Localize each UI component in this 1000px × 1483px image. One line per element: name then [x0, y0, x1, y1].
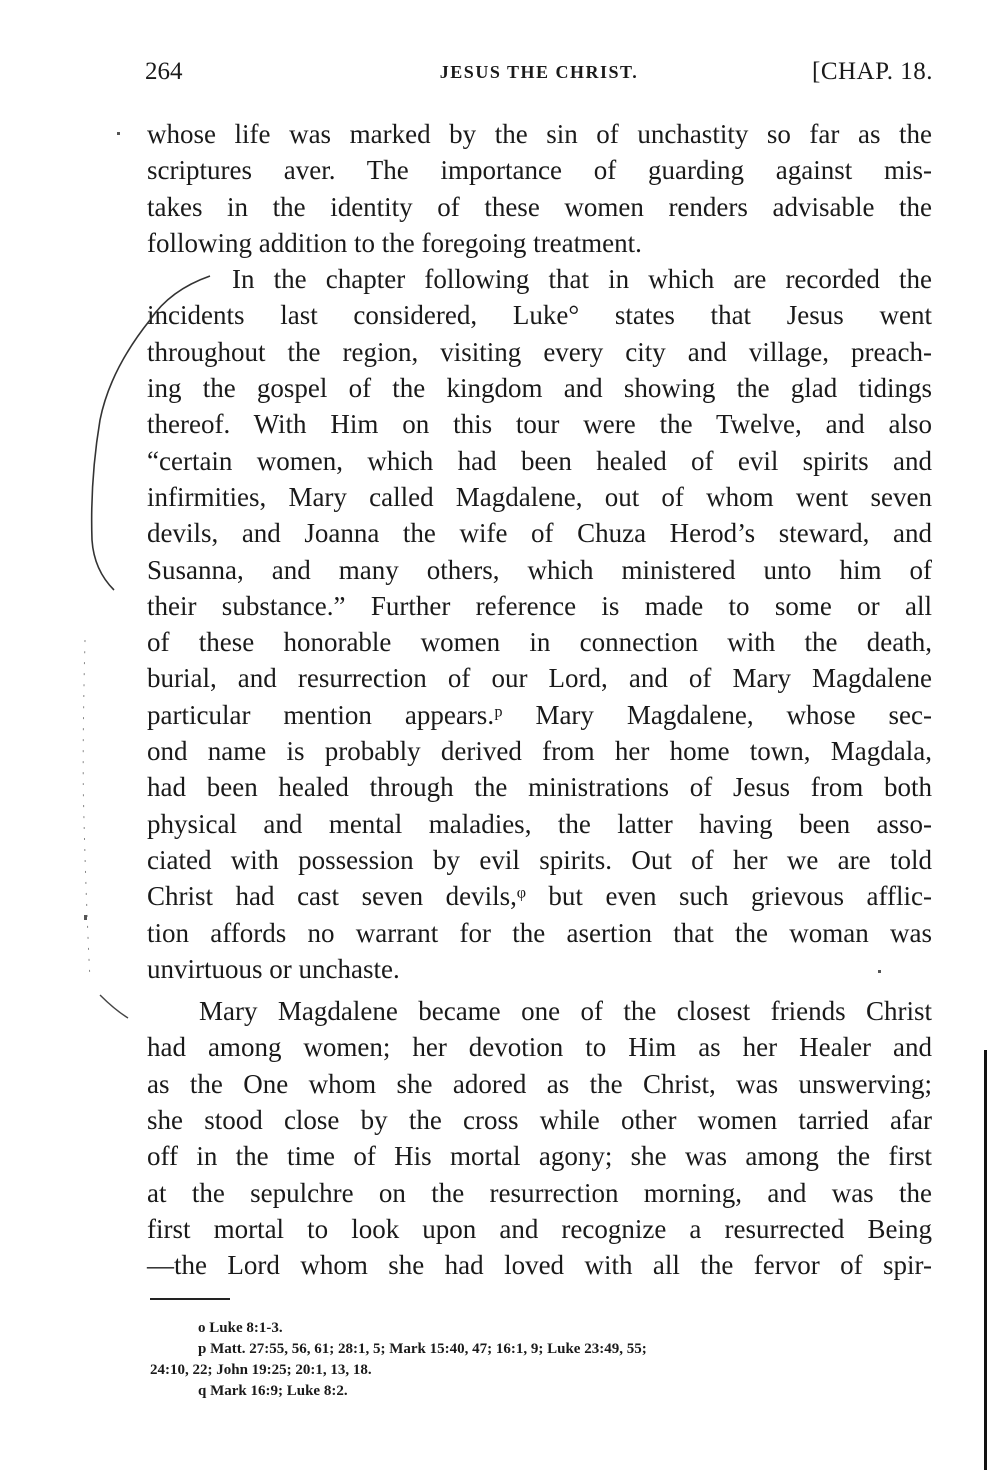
text-line: had been healed through the ministrations of Jesus from both: [147, 772, 932, 803]
text-line: takes in the identity of these women renders advisable the: [147, 191, 932, 222]
footnote-p-cont: 24:10, 22; John 19:25; 20:1, 13, 18.: [150, 1362, 372, 1378]
paragraph-start: Mary Magdalene became one of the closest friends Christ: [199, 996, 932, 1027]
running-header: [145, 52, 933, 92]
footnote-rule: [150, 1298, 230, 1300]
chapter-label: [CHAP. 18.: [812, 58, 933, 85]
text-line: their substance.” Further reference is made to some or all: [147, 590, 932, 621]
text-line: “certain women, which had been healed of evil spirits and: [147, 445, 932, 476]
text-line: tion affords no warrant for the asertion that the woman was: [147, 917, 932, 948]
page-number: 264: [145, 58, 183, 85]
text-line: ond name is probably derived from her home town, Magdala,: [147, 736, 932, 767]
text-line: burial, and resurrection of our Lord, and of Mary Magdalene: [147, 663, 932, 694]
text-line: ing the gospel of the kingdom and showing the glad tidings: [147, 373, 932, 404]
text-line: first mortal to look upon and recognize a resurrected Being: [147, 1213, 932, 1244]
text-line: of these honorable women in connection with the death,: [147, 627, 932, 658]
text-line: had among women; her devotion to Him as her Healer and: [147, 1032, 932, 1063]
text-line: she stood close by the cross while other women tarried afar: [147, 1105, 932, 1136]
scan-edge-line: [984, 1050, 987, 1470]
text-line: Christ had cast seven devils,ᵠ but even such grievous afflic-: [147, 881, 932, 912]
text-line: physical and mental maladies, the latter having been asso-: [147, 808, 932, 839]
footnote-p: p Matt. 27:55, 56, 61; 28:1, 5; Mark 15:40, 47; 16:1, 9; Luke 23:49, 55;: [198, 1341, 647, 1357]
text-line: as the One whom she adored as the Christ, was unswerving;: [147, 1068, 932, 1099]
text-line: incidents last considered, Luke° states that Jesus went: [147, 300, 932, 331]
margin-dot: [117, 132, 120, 135]
text-line: throughout the region, visiting every city and village, preach-: [147, 336, 932, 367]
footnote-o: o Luke 8:1-3.: [198, 1320, 283, 1336]
running-title: JESUS THE CHRIST.: [439, 62, 639, 82]
text-line: unvirtuous or unchaste.: [147, 953, 400, 984]
text-line: following addition to the foregoing treatment.: [147, 227, 642, 258]
margin-dot: [878, 970, 881, 973]
footnotes: [150, 1318, 940, 1402]
body-text: [147, 116, 932, 1284]
text-line: at the sepulchre on the resurrection morning, and was the: [147, 1177, 932, 1208]
margin-pencil-mark: [70, 260, 230, 1020]
text-line: ciated with possession by evil spirits. Out of her we are told: [147, 844, 932, 875]
text-line: scriptures aver. The importance of guarding against mis-: [147, 155, 932, 186]
text-line: thereof. With Him on this tour were the Twelve, and also: [147, 409, 932, 440]
margin-dot: [84, 915, 87, 920]
text-line: —the Lord whom she had loved with all the fervor of spir-: [147, 1250, 932, 1281]
paragraph-start: In the chapter following that in which are recorded the: [232, 264, 932, 295]
text-line: off in the time of His mortal agony; she was among the first: [147, 1141, 932, 1172]
text-line: whose life was marked by the sin of unchastity so far as the: [147, 119, 932, 149]
text-line: infirmities, Mary called Magdalene, out of whom went seven: [147, 481, 932, 512]
text-line: devils, and Joanna the wife of Chuza Herod’s steward, and: [147, 518, 932, 549]
footnote-q: q Mark 16:9; Luke 8:2.: [198, 1383, 348, 1399]
text-line: particular mention appears.ᵖ Mary Magdalene, whose sec-: [147, 699, 932, 730]
text-line: Susanna, and many others, which ministered unto him of: [147, 554, 932, 585]
